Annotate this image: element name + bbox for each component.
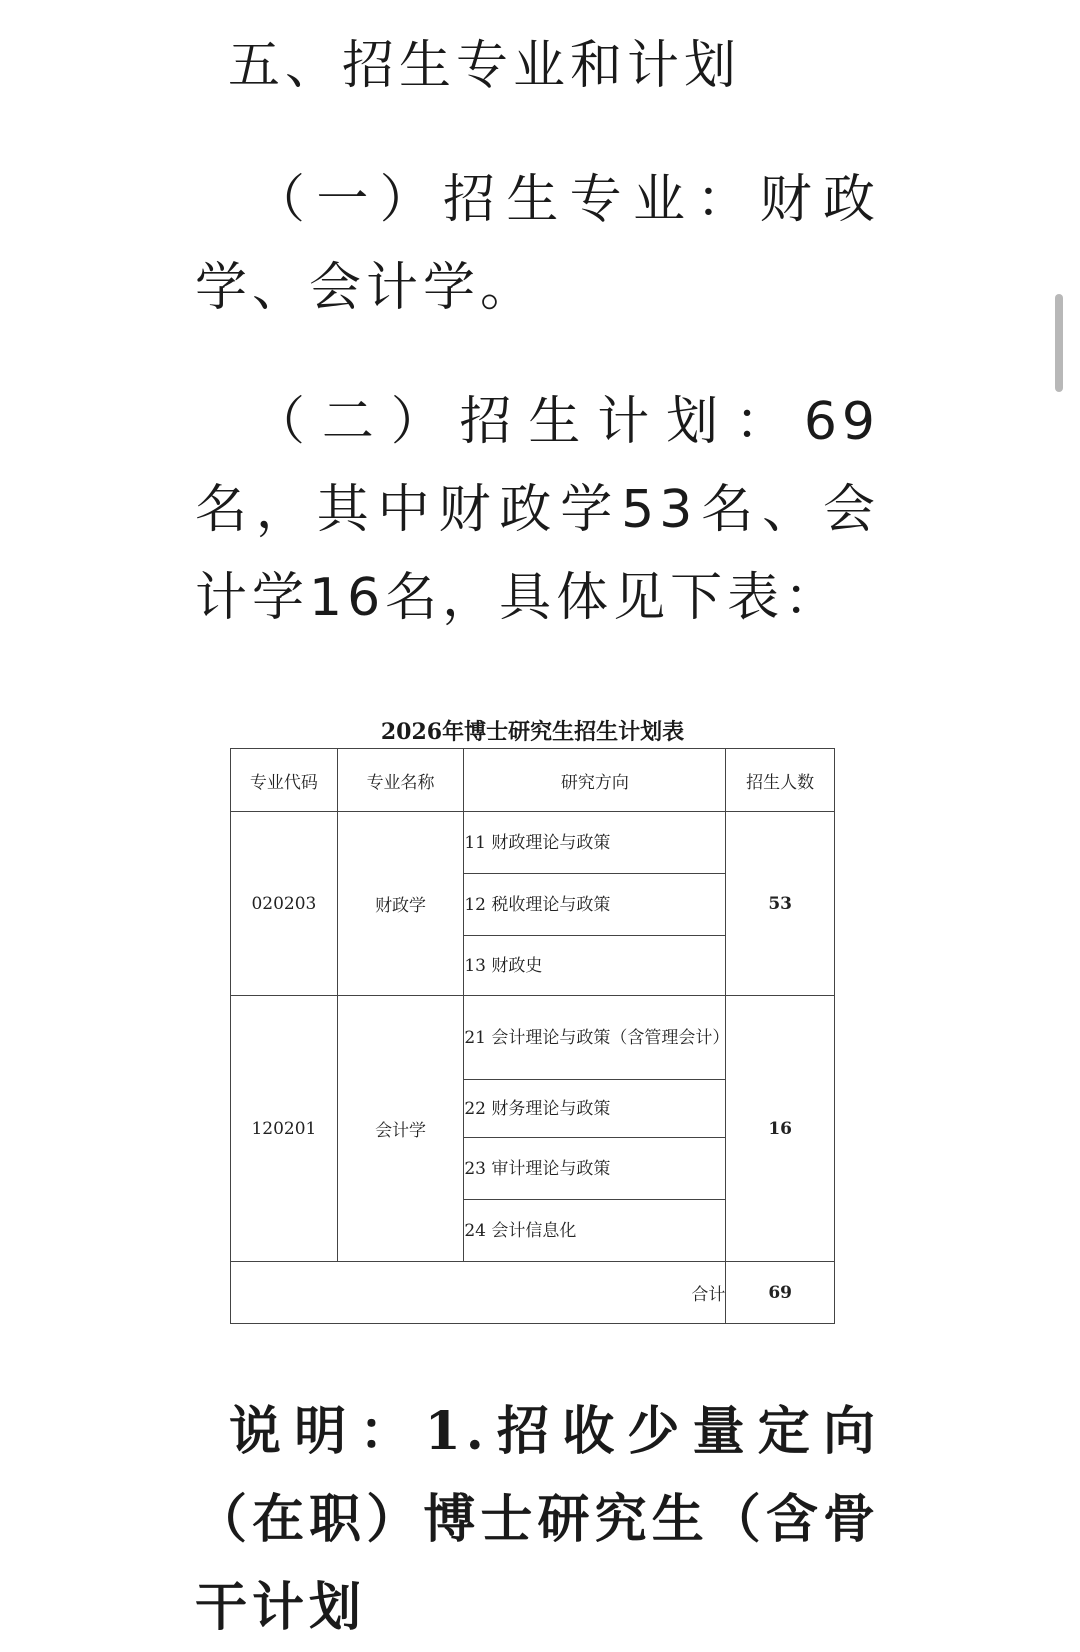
table-total-row (231, 1262, 835, 1324)
enrollment-majors-paragraph: （一）招生专业：财政学、会计学。 (195, 170, 880, 318)
table-row (231, 812, 835, 874)
header-major-name: 专业名称 (337, 749, 464, 812)
note-label: 说明： (229, 1402, 425, 1462)
header-major-code: 专业代码 (231, 749, 338, 812)
vertical-scrollbar[interactable] (1055, 294, 1063, 392)
total-label-cell: 合计 (231, 1262, 726, 1324)
total-value-cell: 69 (726, 1262, 835, 1324)
major-code-cell: 120201 (231, 996, 338, 1262)
direction-cell: 21 会计理论与政策（含管理会计） (464, 996, 726, 1080)
section-heading: 五、招生专业和计划 (228, 36, 742, 96)
enrollment-count-cell: 16 (726, 996, 835, 1262)
direction-cell: 24 会计信息化 (464, 1200, 726, 1262)
direction-cell: 12 税收理论与政策 (464, 874, 726, 936)
major-name-cell: 会计学 (337, 996, 464, 1262)
direction-cell: 13 财政史 (464, 936, 726, 996)
enrollment-plan-paragraph: （二）招生计划：69名，其中财政学53名、会计学16名，具体见下表： (195, 392, 880, 628)
enrollment-plan-table (230, 748, 835, 1324)
header-research-direction: 研究方向 (464, 749, 726, 812)
direction-cell: 11 财政理论与政策 (464, 812, 726, 874)
major-name-cell: 财政学 (337, 812, 464, 996)
major-code-cell: 020203 (231, 812, 338, 996)
note-paragraph (195, 1388, 880, 1652)
table-title: 2026年博士研究生招生计划表 (380, 719, 685, 745)
direction-cell: 23 审计理论与政策 (464, 1138, 726, 1200)
note-text: 1.招收少量定向（在职）博士研究生（含骨干计划 (195, 1401, 880, 1638)
header-enrollment-count: 招生人数 (726, 749, 835, 812)
table-header-row (231, 749, 835, 812)
direction-cell: 22 财务理论与政策 (464, 1080, 726, 1138)
table-row (231, 996, 835, 1080)
enrollment-count-cell: 53 (726, 812, 835, 996)
